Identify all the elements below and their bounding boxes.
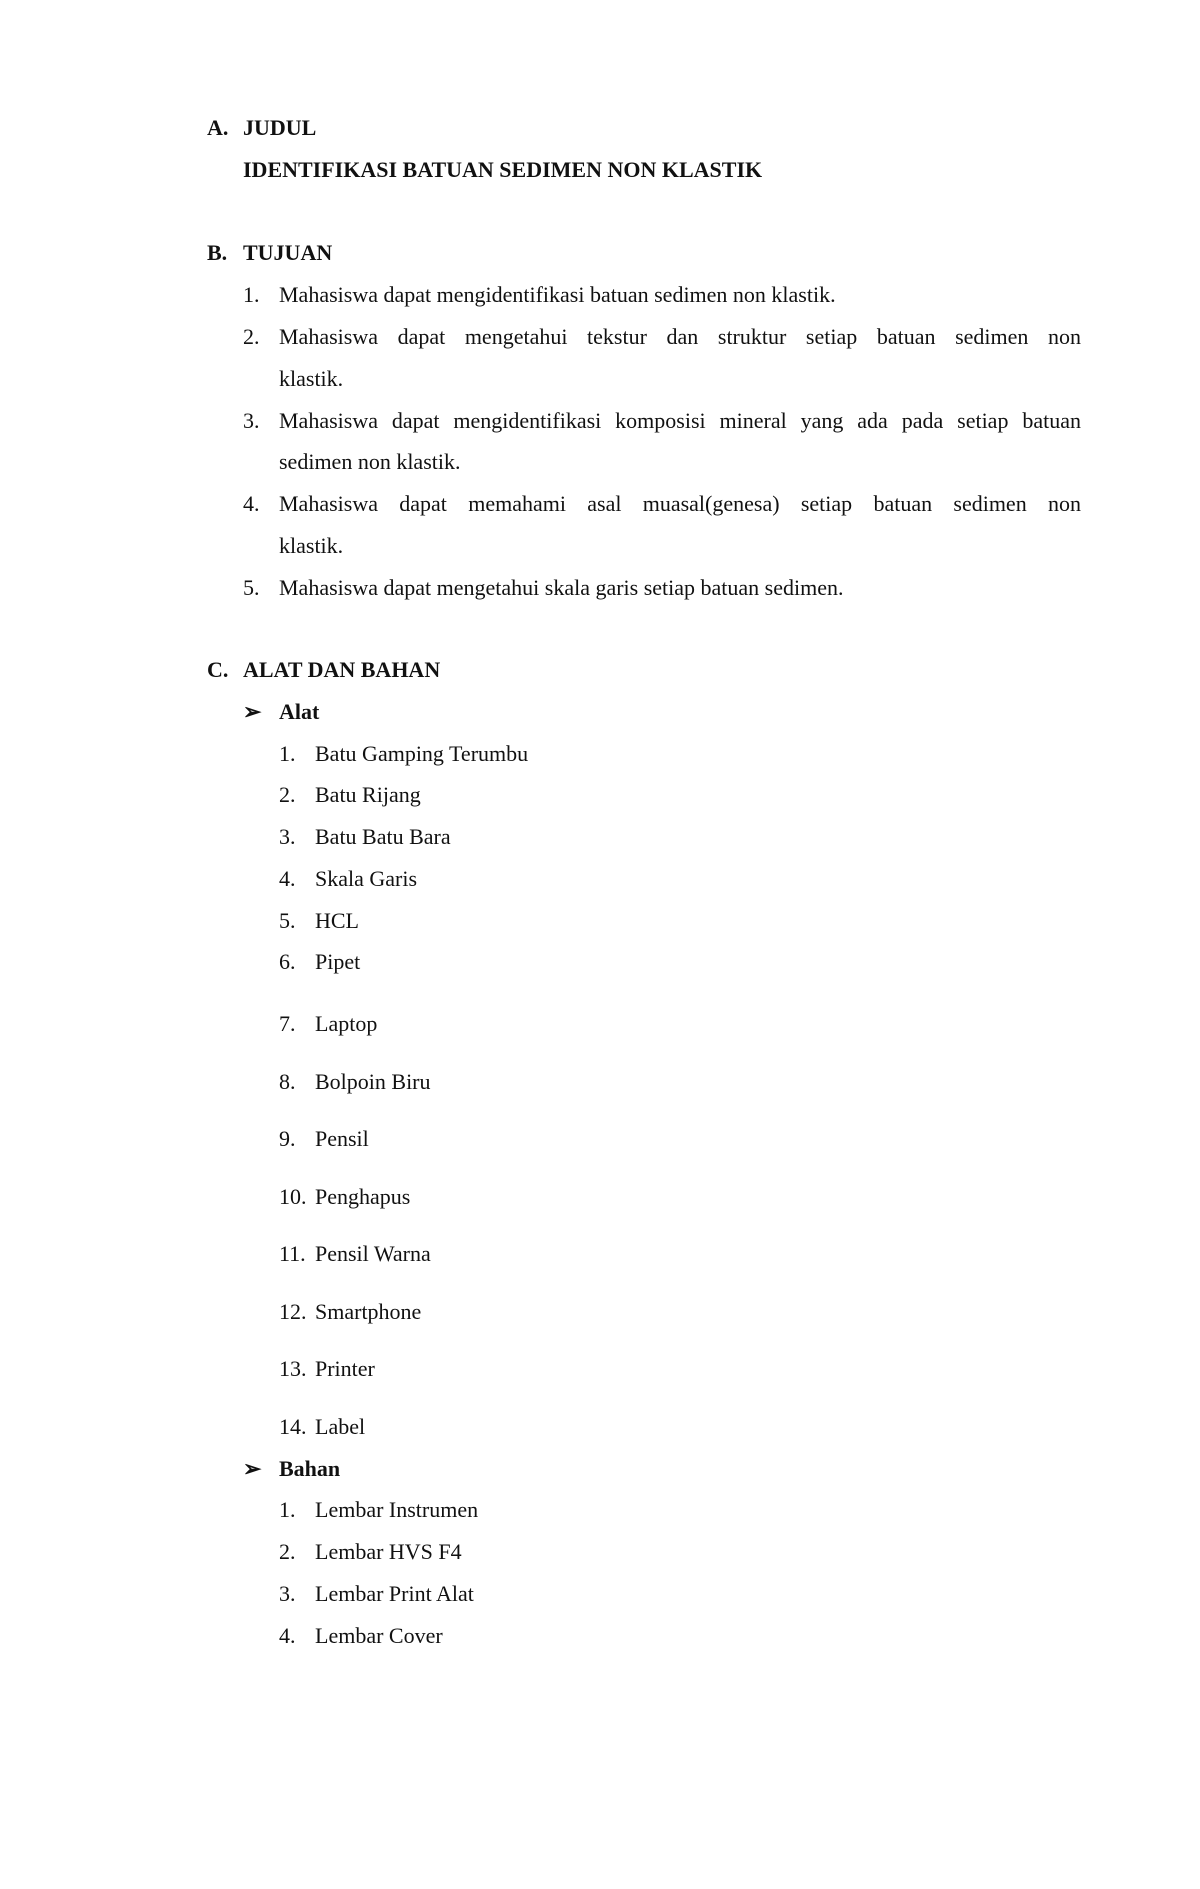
alat-item-number: 5. [279,908,296,933]
bahan-item-number: 3. [279,1581,296,1606]
alat-item-number: 3. [279,824,296,849]
alat-item-text: Skala Garis [315,866,418,891]
alat-item-number: 1. [279,741,296,766]
tujuan-item-number: 4. [243,491,260,516]
bahan-item-number: 4. [279,1623,296,1648]
bahan-item-text: Lembar Instrumen [315,1497,479,1522]
bahan-item-number: 1. [279,1497,296,1522]
tujuan-item-text: Mahasiswa dapat memahami asal muasal(genesa) setiap batuan sedimen non [279,491,1081,516]
alat-item-number: 10. [279,1184,307,1209]
alat-item-number: 12. [279,1299,307,1324]
alat-item-text: HCL [315,908,359,933]
section-c-letter: C. [207,657,229,682]
alat-item-text: Pensil Warna [315,1241,431,1266]
bahan-item-text: Lembar HVS F4 [315,1539,462,1564]
alat-item-text: Laptop [315,1011,378,1036]
section-b-letter: B. [207,240,228,265]
alat-item-number: 2. [279,782,296,807]
tujuan-item-continuation: klastik. [279,533,344,558]
tujuan-item-text: Mahasiswa dapat mengidentifikasi komposisi mineral yang ada pada setiap batuan [279,408,1081,433]
alat-item-text: Pipet [315,949,361,974]
alat-item-number: 4. [279,866,296,891]
tujuan-item-number: 1. [243,282,260,307]
alat-item-text: Batu Batu Bara [315,824,451,849]
alat-item-text: Label [315,1414,366,1439]
tujuan-item-number: 2. [243,324,260,349]
alat-item-text: Batu Gamping Terumbu [315,741,529,766]
alat-item-number: 8. [279,1069,296,1094]
tujuan-item-number: 5. [243,575,260,600]
arrow-bullet-icon: ➢ [243,699,262,724]
section-a-heading: JUDUL [243,115,317,140]
bahan-item-text: Lembar Print Alat [315,1581,474,1606]
alat-item-number: 7. [279,1011,296,1036]
tujuan-item-continuation: klastik. [279,366,344,391]
alat-item-text: Penghapus [315,1184,411,1209]
section-c-heading: ALAT DAN BAHAN [243,657,441,682]
tujuan-item-number: 3. [243,408,260,433]
section-b-heading: TUJUAN [243,240,333,265]
tujuan-item-text: Mahasiswa dapat mengetahui skala garis setiap batuan sedimen. [279,575,844,600]
section-a-letter: A. [207,115,229,140]
alat-item-text: Pensil [315,1126,369,1151]
alat-item-number: 11. [279,1241,306,1266]
alat-item-text: Smartphone [315,1299,422,1324]
tujuan-item-continuation: sedimen non klastik. [279,449,461,474]
alat-item-number: 6. [279,949,296,974]
alat-item-text: Bolpoin Biru [315,1069,431,1094]
bahan-item-text: Lembar Cover [315,1623,443,1648]
alat-item-text: Batu Rijang [315,782,421,807]
alat-item-number: 14. [279,1414,307,1439]
tujuan-item-text: Mahasiswa dapat mengetahui tekstur dan struktur setiap batuan sedimen non [279,324,1081,349]
alat-item-number: 13. [279,1356,307,1381]
alat-item-text: Printer [315,1356,375,1381]
bahan-heading: Bahan [279,1456,341,1481]
alat-heading: Alat [279,699,320,724]
document-title: IDENTIFIKASI BATUAN SEDIMEN NON KLASTIK [243,157,763,182]
bahan-item-number: 2. [279,1539,296,1564]
arrow-bullet-icon: ➢ [243,1456,262,1481]
tujuan-item-text: Mahasiswa dapat mengidentifikasi batuan sedimen non klastik. [279,282,836,307]
alat-item-number: 9. [279,1126,296,1151]
